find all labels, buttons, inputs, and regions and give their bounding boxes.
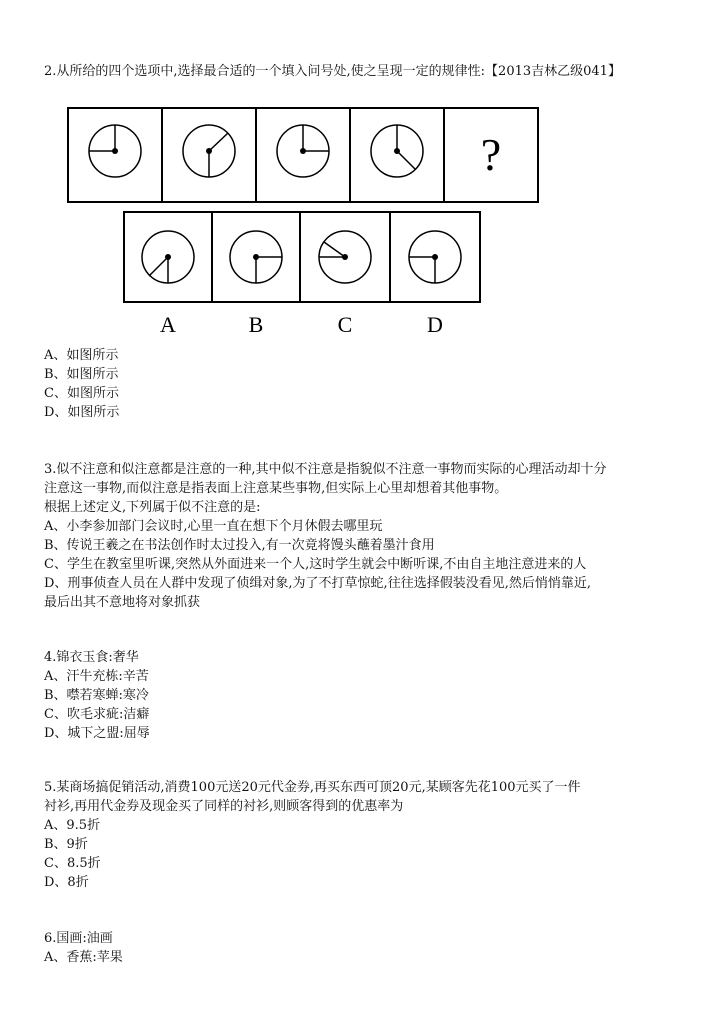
q4-option-a: A、汗牛充栋:辛苦 bbox=[44, 669, 149, 684]
q5-option-c: C、8.5折 bbox=[44, 856, 101, 871]
q3-option-c: C、学生在教室里听课,突然从外面进来一个人,这时学生就会中断听课,不由自主地注意进来的人 bbox=[44, 557, 587, 572]
q2-option-b: B、如图所示 bbox=[44, 367, 119, 382]
top-box-1 bbox=[68, 108, 162, 202]
q5-option-d: D、8折 bbox=[44, 875, 89, 890]
q4-option-d: D、城下之盟:屈辱 bbox=[44, 726, 150, 741]
q3-option-a: A、小李参加部门会议时,心里一直在想下个月休假去哪里玩 bbox=[44, 519, 383, 534]
q5-option-b: B、9折 bbox=[44, 837, 88, 852]
q6-option-a: A、香蕉:苹果 bbox=[44, 950, 123, 965]
q3-stem-line-3: 根据上述定义,下列属于似不注意的是: bbox=[44, 500, 261, 515]
q5-option-a: A、9.5折 bbox=[44, 818, 101, 833]
question-4-title: 4.锦衣玉食:奢华 bbox=[44, 650, 139, 665]
option-letter-b: B bbox=[248, 312, 264, 337]
q4-option-c: C、吹毛求疵:洁癖 bbox=[44, 707, 150, 722]
q2-option-c: C、如图所示 bbox=[44, 386, 119, 401]
q2-option-a: A、如图所示 bbox=[44, 348, 119, 363]
option-letter-c: C bbox=[337, 312, 353, 337]
question-6-title: 6.国画:油画 bbox=[44, 931, 113, 946]
q3-stem-line-1: 3.似不注意和似注意都是注意的一种,其中似不注意是指貌似不注意一事物而实际的心理活动却十分 bbox=[44, 462, 607, 477]
q5-stem-line-2: 衬衫,再用代金券及现金买了同样的衬衫,则顾客得到的优惠率为 bbox=[44, 799, 404, 814]
question-2-title: 2.从所给的四个选项中,选择最合适的一个填入问号处,使之呈现一定的规律性:【2013吉林乙级041】 bbox=[44, 64, 621, 79]
clock-pattern-figure bbox=[60, 100, 502, 340]
question-2-figure bbox=[60, 100, 502, 340]
q3-option-d-cont: 最后出其不意地将对象抓获 bbox=[44, 595, 201, 610]
question-mark: ? bbox=[480, 129, 502, 180]
q4-option-b: B、噤若寒蝉:寒冷 bbox=[44, 688, 149, 703]
q3-stem-line-2: 注意这一事物,而似注意是指表面上注意某些事物,但实际上心里却想着其他事物。 bbox=[44, 481, 508, 496]
top-box-3 bbox=[256, 108, 350, 202]
option-letter-a: A bbox=[160, 312, 176, 337]
q5-stem-line-1: 5.某商场搞促销活动,消费100元送20元代金券,再买东西可顶20元,某顾客先花100元买了一件 bbox=[44, 780, 581, 795]
q2-option-d: D、如图所示 bbox=[44, 405, 120, 420]
option-letter-d: D bbox=[427, 312, 443, 337]
q3-option-d: D、刑事侦查人员在人群中发现了侦缉对象,为了不打草惊蛇,往往选择假装没看见,然后悄悄靠近, bbox=[44, 576, 591, 591]
top-box-4 bbox=[350, 108, 444, 202]
q3-option-b: B、传说王羲之在书法创作时太过投入,有一次竟将馒头蘸着墨汁食用 bbox=[44, 538, 435, 553]
